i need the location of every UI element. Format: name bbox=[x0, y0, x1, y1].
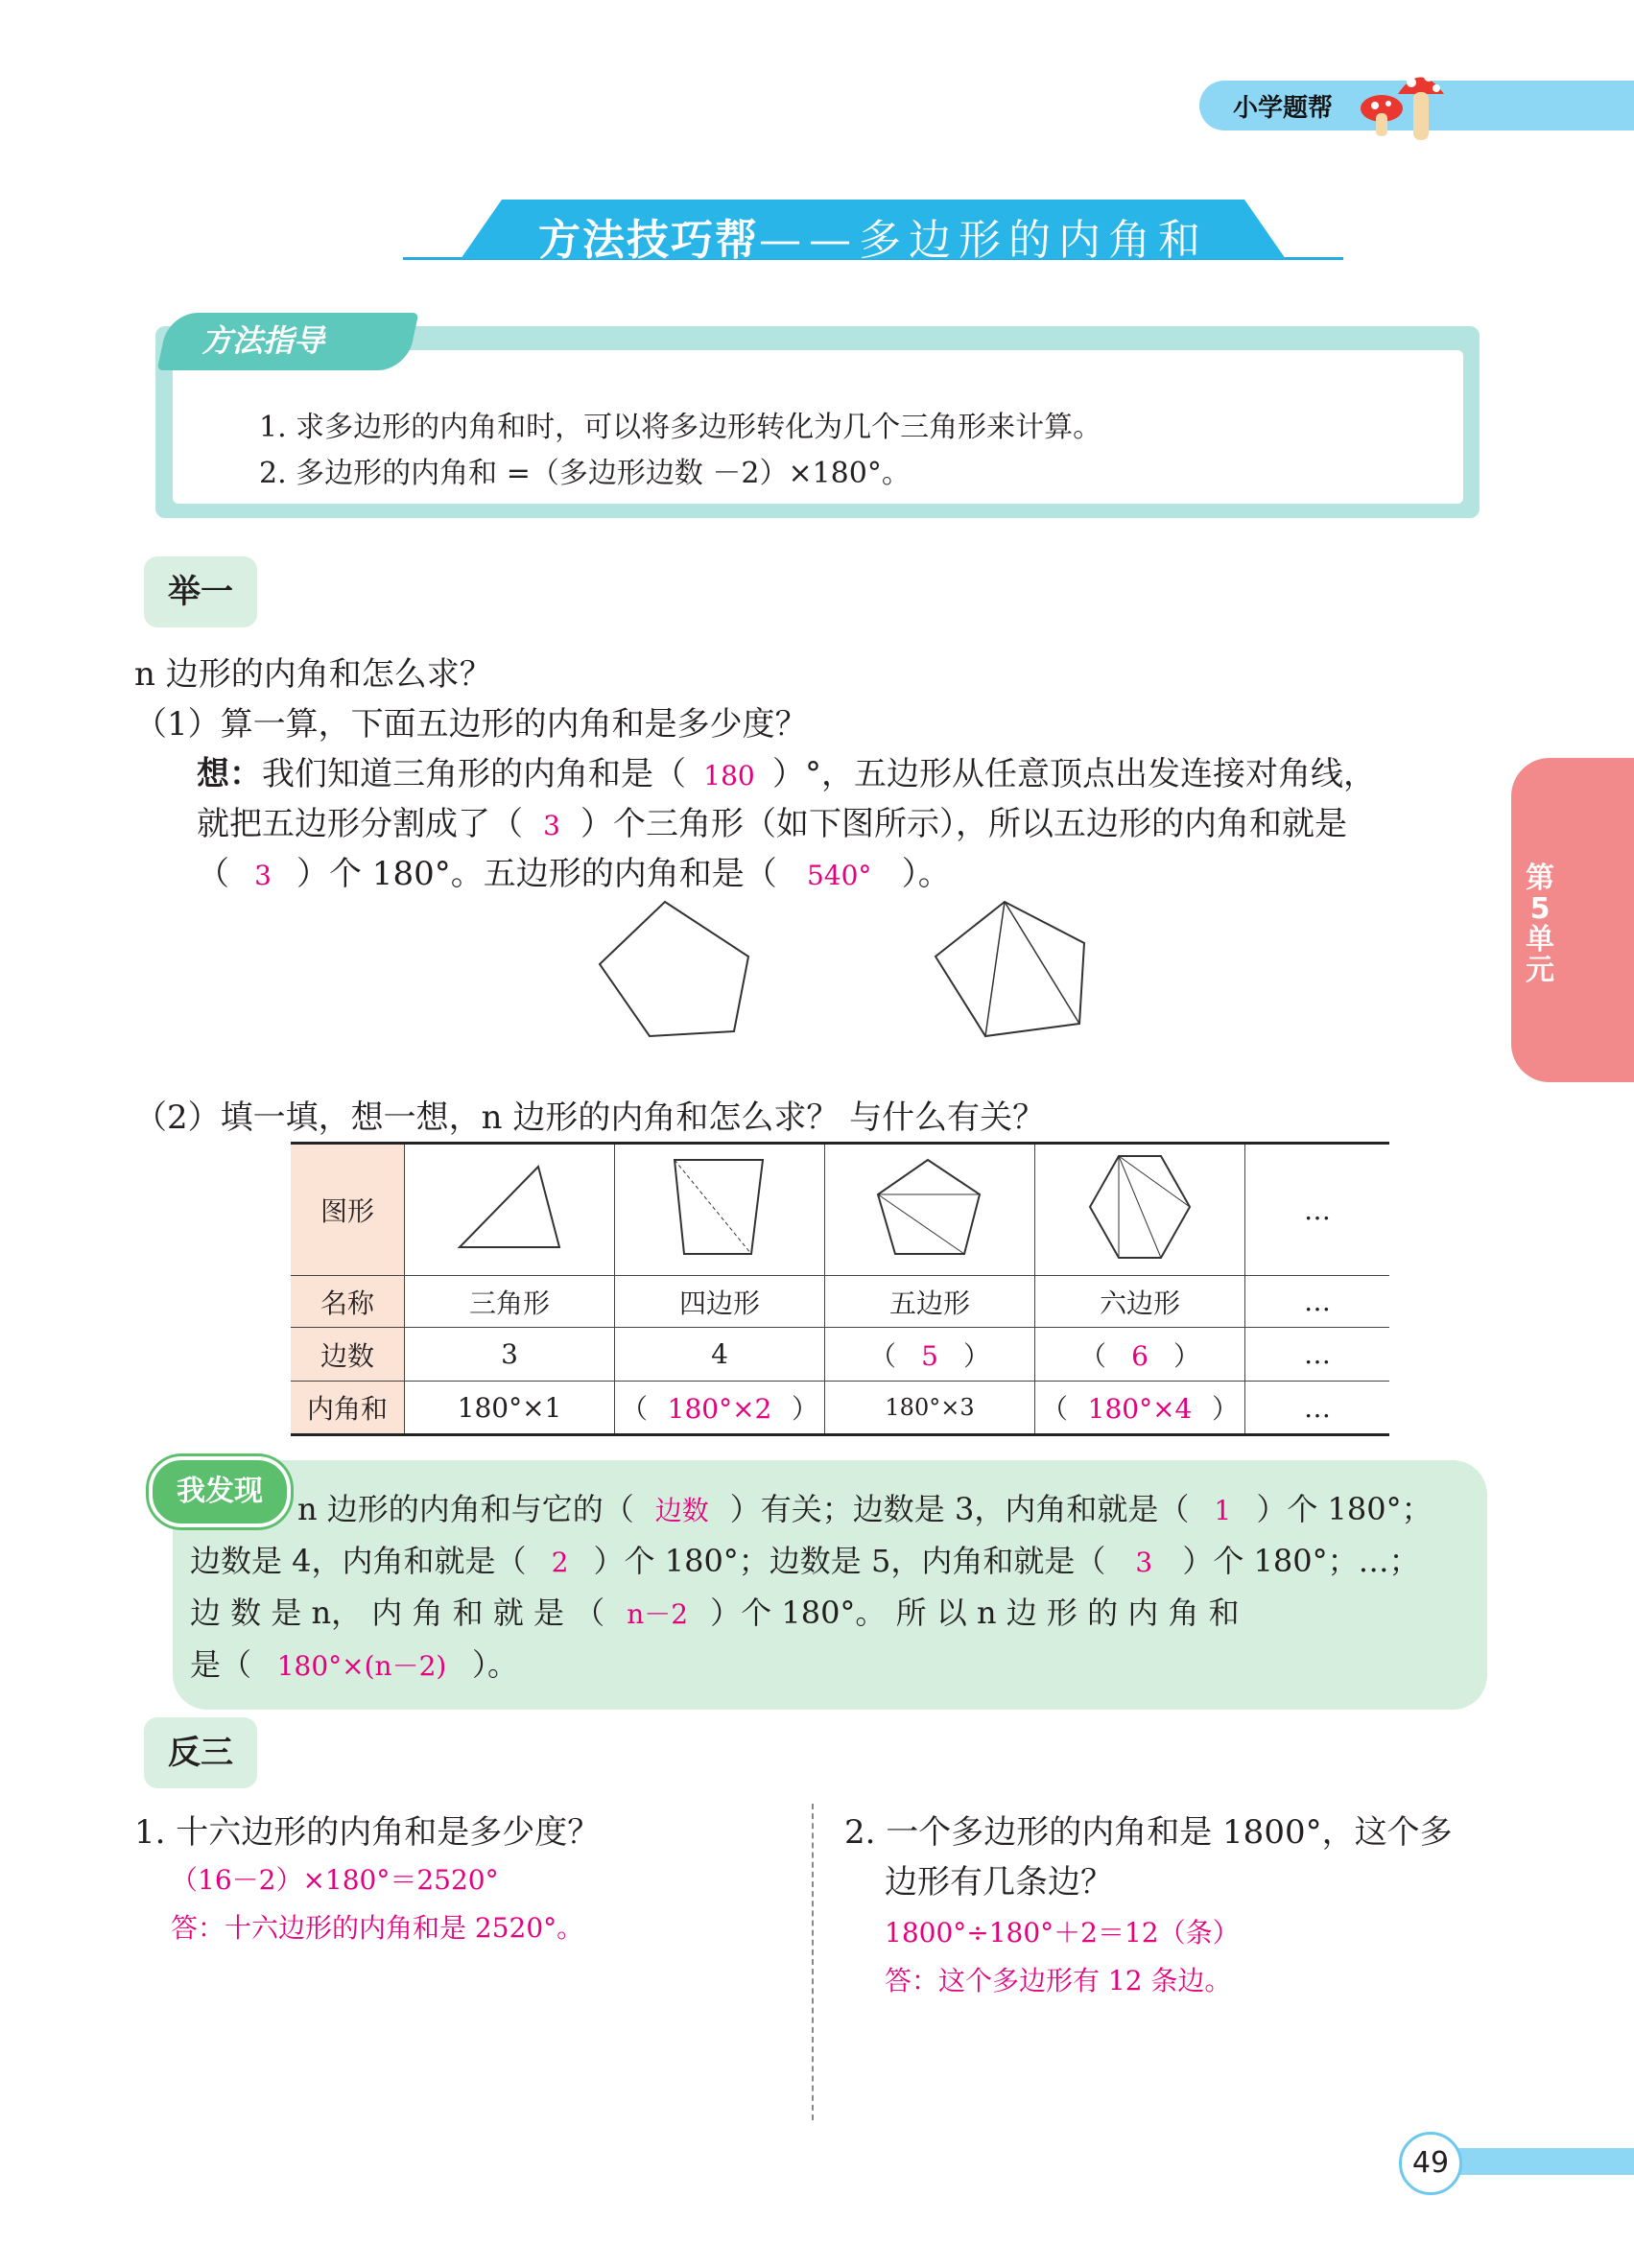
name-triangle: 三角形 bbox=[405, 1276, 615, 1328]
example-part2: （2）填一填，想一想，n 边形的内角和怎么求？ 与什么有关？ bbox=[134, 1099, 1046, 1137]
method-tag-label: 方法指导 bbox=[201, 322, 325, 359]
example-question: n 边形的内角和怎么求？ bbox=[134, 655, 492, 694]
hexagon-figure bbox=[1082, 1150, 1197, 1264]
practice-q2-work: 1800°÷180°＋2＝12（条） bbox=[885, 1917, 1240, 1949]
example-part1: （1）算一算，下面五边形的内角和是多少度？ bbox=[134, 705, 808, 744]
guide-item-1: 1. 求多边形的内角和时，可以将多边形转化为几个三角形来计算。 bbox=[259, 411, 1102, 444]
name-more: … bbox=[1245, 1276, 1390, 1328]
sum-more: … bbox=[1245, 1382, 1390, 1435]
discovery-line-1: n 边形的内角和与它的（ 边数 ）有关；边数是 3，内角和就是（ 1 ）个 180°； bbox=[297, 1491, 1433, 1527]
practice-q1-work: （16－2）×180°＝2520° bbox=[171, 1864, 499, 1896]
sum-hexagon: （ 180°×4 ） bbox=[1035, 1382, 1245, 1435]
divided-pentagon-figure bbox=[926, 897, 1099, 1041]
think-line-2: 就把五边形分割成了（ 3 ）个三角形（如下图所示），所以五边形的内角和就是 bbox=[197, 805, 1347, 843]
name-hexagon: 六边形 bbox=[1035, 1276, 1245, 1328]
cell-hexagon bbox=[1035, 1144, 1245, 1276]
sum-triangle: 180°×1 bbox=[405, 1382, 615, 1435]
sides-hexagon: （ 6 ） bbox=[1035, 1328, 1245, 1382]
practice-q2-line1: 2. 一个多边形的内角和是 1800°，这个多 bbox=[844, 1813, 1453, 1852]
row-label-shape: 图形 bbox=[291, 1144, 405, 1276]
column-divider bbox=[812, 1804, 814, 2120]
practice-q2-answer: 答：这个多边形有 12 条边。 bbox=[885, 1965, 1232, 1996]
sum-quadrilateral: （ 180°×2 ） bbox=[615, 1382, 825, 1435]
polygon-table bbox=[291, 1142, 1389, 1436]
practice-q1: 1. 十六边形的内角和是多少度？ bbox=[134, 1813, 601, 1852]
discovery-line-2: 边数是 4，内角和就是（ 2 ）个 180°；边数是 5，内角和就是（ 3 ）个 180°；…； bbox=[190, 1543, 1420, 1579]
brand-label: 小学题帮 bbox=[1233, 94, 1334, 123]
practice-tag: 反三 bbox=[144, 1717, 257, 1788]
think-line-1: 想：我们知道三角形的内角和是（ 180 ）°，五边形从任意顶点出发连接对角线， bbox=[197, 755, 1376, 793]
sides-quadrilateral: 4 bbox=[615, 1328, 825, 1382]
think-line-3: （ 3 ）个 180°。五边形的内角和是（ 540° ）。 bbox=[197, 855, 951, 893]
sum-pentagon: 180°×3 bbox=[825, 1382, 1035, 1435]
sides-more: … bbox=[1245, 1328, 1390, 1382]
cell-more: … bbox=[1245, 1144, 1390, 1276]
name-pentagon: 五边形 bbox=[825, 1276, 1035, 1328]
pentagon-table-figure bbox=[872, 1154, 987, 1260]
practice-q1-answer: 答：十六边形的内角和是 2520°。 bbox=[171, 1912, 584, 1944]
guide-item-2: 2. 多边形的内角和 =（多边形边数 －2）×180°。 bbox=[259, 457, 911, 490]
sides-pentagon: （ 5 ） bbox=[825, 1328, 1035, 1382]
pentagon-figure bbox=[590, 897, 763, 1041]
page-number: 49 bbox=[1399, 2132, 1462, 2195]
cell-triangle bbox=[405, 1144, 615, 1276]
cell-quadrilateral bbox=[615, 1144, 825, 1276]
mushroom-icon bbox=[1348, 56, 1458, 147]
unit-label: 第5单元 bbox=[1526, 862, 1554, 987]
practice-q2-line2: 边形有几条边？ bbox=[885, 1863, 1113, 1902]
row-label-sum: 内角和 bbox=[291, 1382, 405, 1435]
discovery-line-4: 是（ 180°×(n－2) ）。 bbox=[190, 1646, 519, 1683]
page-title: 方法技巧帮——多边形的内角和 bbox=[538, 216, 1208, 265]
discovery-line-3: 边 数 是 n， 内 角 和 就 是 （ n－2 ）个 180°。 所 以 n 边 形 的 内 角 和 bbox=[190, 1595, 1240, 1631]
discovery-tag: 我发现 bbox=[149, 1456, 291, 1527]
row-label-name: 名称 bbox=[291, 1276, 405, 1328]
quadrilateral-figure bbox=[667, 1154, 772, 1260]
sides-triangle: 3 bbox=[405, 1328, 615, 1382]
row-label-sides: 边数 bbox=[291, 1328, 405, 1382]
example-tag: 举一 bbox=[144, 556, 257, 627]
triangle-figure bbox=[452, 1159, 567, 1255]
cell-pentagon bbox=[825, 1144, 1035, 1276]
name-quadrilateral: 四边形 bbox=[615, 1276, 825, 1328]
